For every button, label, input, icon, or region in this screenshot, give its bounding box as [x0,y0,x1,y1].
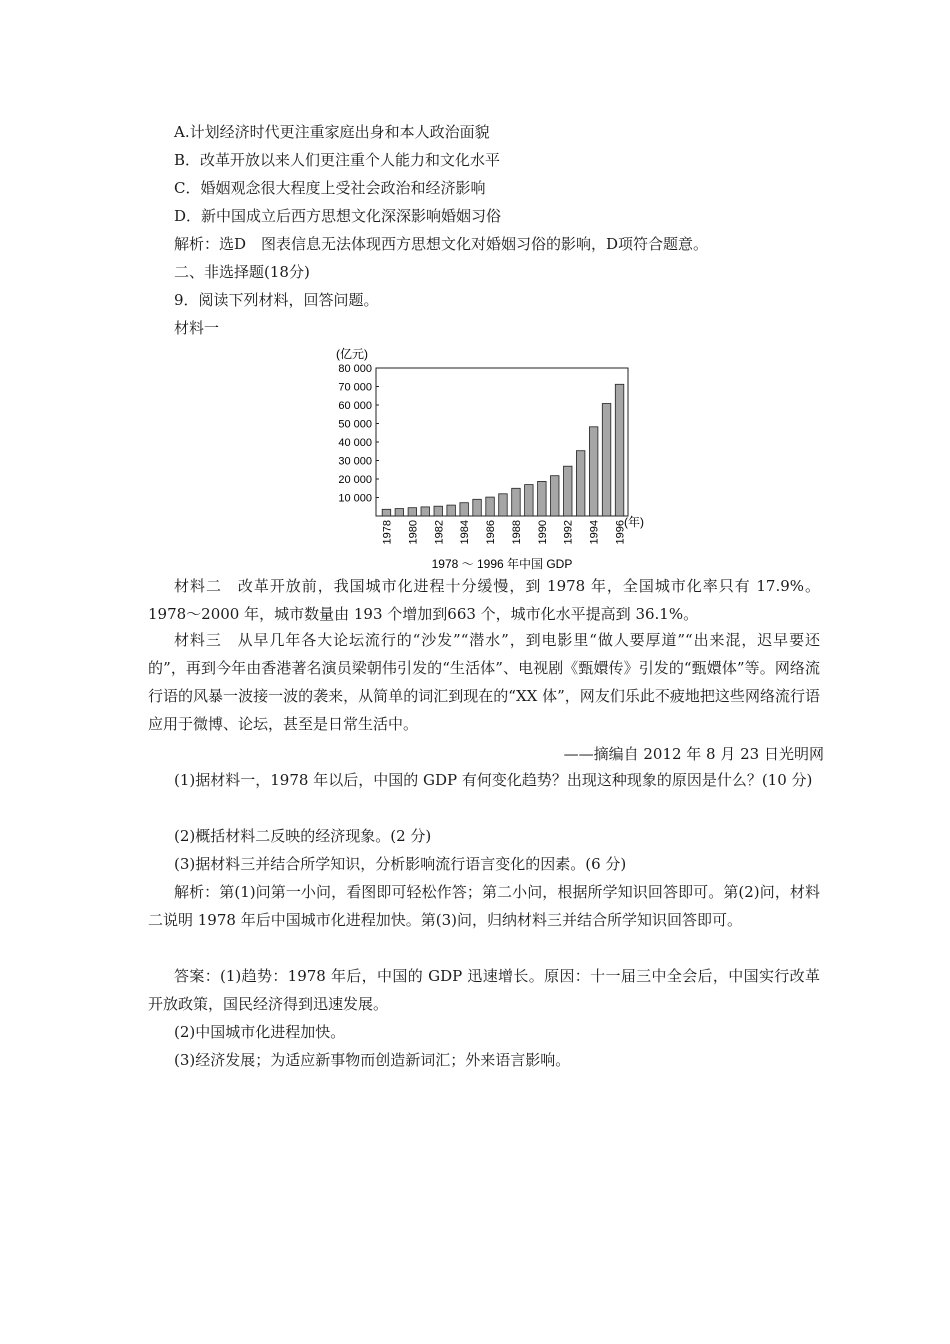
bar-1991 [551,476,560,516]
gdp-bar-chart [330,344,660,574]
y-tick-label: 50 000 [338,418,372,431]
y-tick-label: 10 000 [338,492,372,505]
bar-1985 [473,499,482,516]
question-3: (3)据材料三并结合所学知识，分析影响流行语言变化的因素。(6 分) [174,855,627,873]
bar-1993 [576,451,585,516]
bar-1978 [382,509,391,516]
bar-1989 [525,485,534,516]
section-title: 二、非选择题(18分) [174,263,310,281]
x-tick-label: 1996 [614,520,627,545]
question-9-intro: 9．阅读下列材料，回答问题。 [174,291,379,309]
bar-1992 [564,466,573,516]
y-tick-label: 60 000 [338,400,372,412]
material-2: 材料二 改革开放前，我国城市化进程十分缓慢，到 1978 年，全国城市化率只有 17.9%。1978～2000 年，城市数量由 193 个增加到663 个，城市化水平提高到 36.1%。 [148,577,820,623]
option-d: D．新中国成立后西方思想文化深深影响婚姻习俗 [174,207,502,225]
option-a: A.计划经济时代更注重家庭出身和本人政治面貌 [174,123,490,141]
bar-1984 [460,503,469,516]
x-axis-label: (年) [624,515,644,529]
x-tick-label: 1984 [459,520,472,545]
question-1: (1)据材料一，1978 年以后，中国的 GDP 有何变化趋势？出现这种现象的原因是什么？(10 分) [174,771,813,789]
y-tick-label: 70 000 [338,381,372,394]
analysis-q8: 解析：选D 图表信息无法体现西方思想文化对婚姻习俗的影响，D项符合题意。 [174,235,709,253]
bar-1988 [512,488,521,516]
question-2: (2)概括材料二反映的经济现象。(2 分) [174,827,432,845]
x-tick-label: 1994 [588,520,601,545]
bar-1994 [589,427,598,516]
bar-1980 [408,508,417,516]
chart-title: 1978 ～ 1996 年中国 GDP [431,557,573,571]
x-tick-label: 1992 [562,520,575,545]
option-c: C．婚姻观念很大程度上受社会政治和经济影响 [174,179,486,197]
y-tick-label: 80 000 [338,363,372,375]
material-3: 材料三 从早几年各大论坛流行的“沙发”“潜水”，到电影里“做人要厚道”“出来混，迟早要还的”，再到今年由香港著名演员梁朝伟引发的“生活体”、电视剧《甄嬛传》引发的“甄嬛体”等。网络流行语的风暴一波接一波的袭来，从简单的词汇到现在的“XX 体”，网友们乐此不疲地把这些网络流行语应用于微博、论坛，甚至是日常生活中。 [148,631,820,733]
y-axis-label: (亿元) [336,347,368,361]
x-tick-label: 1988 [510,520,523,545]
x-tick-label: 1982 [433,520,446,545]
bar-1982 [434,506,443,516]
bar-1995 [602,404,611,517]
analysis-q9: 解析：第(1)问第一小问，看图即可轻松作答；第二小问，根据所学知识回答即可。第(2)问，材料二说明 1978 年后中国城市化进程加快。第(3)问，归纳材料三并结合所学知识回答即可。 [148,883,820,929]
material-1-label: 材料一 [174,319,220,337]
option-b: B．改革开放以来人们更注重个人能力和文化水平 [174,151,501,169]
bar-1987 [499,494,508,516]
x-tick-label: 1990 [536,520,549,545]
x-tick-label: 1978 [381,520,394,545]
bar-1981 [421,507,430,516]
answer-3: (3)经济发展；为适应新事物而创造新词汇；外来语言影响。 [174,1051,571,1069]
bar-1983 [447,505,456,516]
x-tick-label: 1980 [407,520,420,545]
material-3-source: ——摘编自 2012 年 8 月 23 日光明网 [563,745,824,763]
x-tick-label: 1986 [485,520,498,545]
y-tick-label: 40 000 [338,437,372,449]
answer-1: 答案：(1)趋势：1978 年后，中国的 GDP 迅速增长。原因：十一届三中全会后，中国实行改革开放政策，国民经济得到迅速发展。 [148,967,820,1013]
answer-2: (2)中国城市化进程加快。 [174,1023,346,1041]
bar-1979 [395,509,404,516]
bar-1990 [538,481,547,516]
y-tick-label: 30 000 [338,455,372,468]
bar-1996 [615,384,624,516]
bar-1986 [486,497,495,516]
y-tick-label: 20 000 [338,474,372,486]
